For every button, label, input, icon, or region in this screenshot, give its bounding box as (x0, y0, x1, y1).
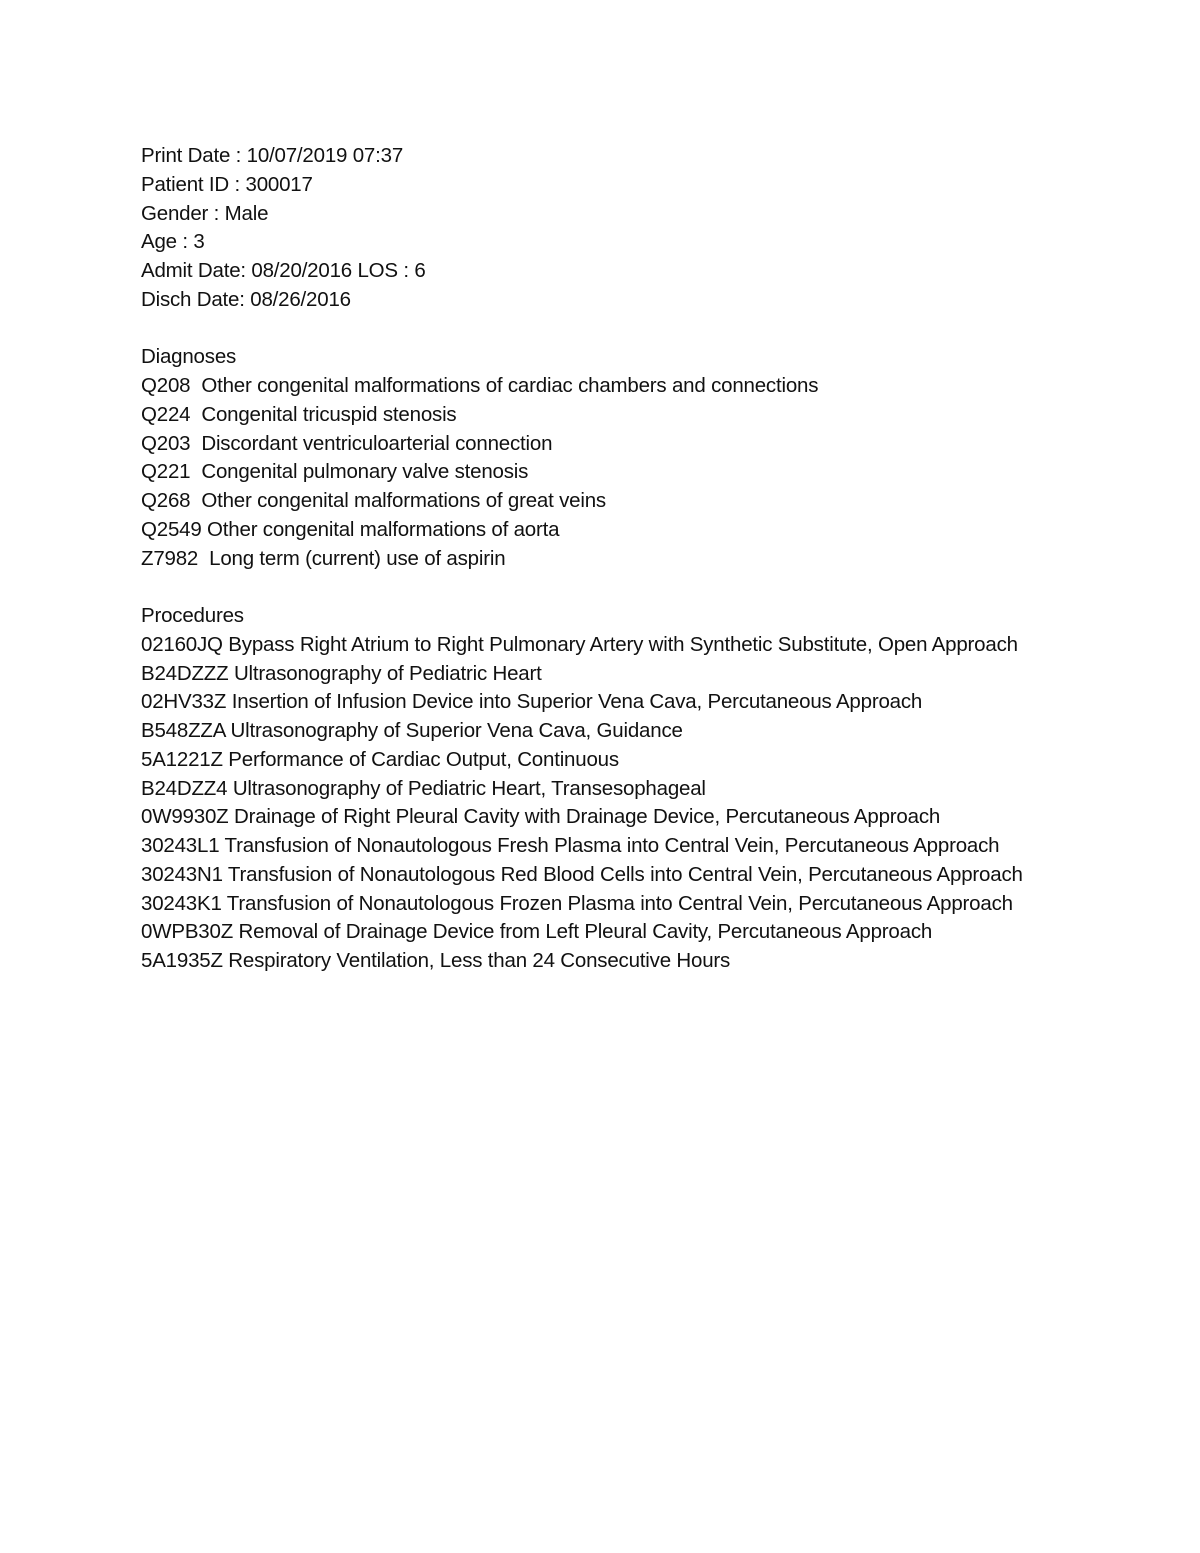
section-spacer (141, 573, 1081, 602)
procedures-heading: Procedures (141, 604, 244, 627)
procedure-item: 30243K1 Transfusion of Nonautologous Frozen Plasma into Central Vein, Percutaneous Approach (141, 891, 1013, 915)
patient-id: Patient ID : 300017 (141, 172, 313, 196)
procedure-item: 30243N1 Transfusion of Nonautologous Red Blood Cells into Central Vein, Percutaneous Approach (141, 862, 1023, 886)
disch-date: Disch Date: 08/26/2016 (141, 287, 351, 311)
diagnoses-list (141, 372, 1081, 573)
procedure-item: 02160JQ Bypass Right Atrium to Right Pulmonary Artery with Synthetic Substitute, Open Approach (141, 632, 1018, 656)
section-spacer (141, 315, 1081, 344)
diagnosis-item: Q221 Congenital pulmonary valve stenosis (141, 460, 529, 484)
diagnosis-item: Q2549 Other congenital malformations of aorta (141, 517, 560, 541)
report-page (141, 142, 1081, 976)
procedure-item: 30243L1 Transfusion of Nonautologous Fresh Plasma into Central Vein, Percutaneous Approach (141, 834, 1000, 857)
procedure-item: B24DZZ4 Ultrasonography of Pediatric Heart, Transesophageal (141, 776, 706, 800)
diagnosis-item: Q224 Congenital tricuspid stenosis (141, 402, 457, 426)
procedure-item: 5A1935Z Respiratory Ventilation, Less than 24 Consecutive Hours (141, 949, 731, 972)
diagnoses-heading: Diagnoses (141, 345, 237, 369)
gender: Gender : Male (141, 201, 269, 225)
procedure-item: B24DZZZ Ultrasonography of Pediatric Heart (141, 661, 542, 685)
procedure-item: B548ZZA Ultrasonography of Superior Vena Cava, Guidance (141, 719, 683, 742)
age: Age : 3 (141, 230, 205, 254)
diagnosis-item: Q203 Discordant ventriculoarterial connection (141, 431, 553, 455)
procedure-item: 5A1221Z Performance of Cardiac Output, Continuous (141, 747, 619, 771)
print-date: Print Date : 10/07/2019 07:37 (141, 144, 404, 167)
admit-date-los: Admit Date: 08/20/2016 LOS : 6 (141, 259, 426, 282)
procedures-list (141, 631, 1081, 976)
diagnosis-item: Z7982 Long term (current) use of aspirin (141, 546, 506, 570)
diagnosis-item: Q208 Other congenital malformations of cardiac chambers and connections (141, 374, 819, 397)
diagnosis-item: Q268 Other congenital malformations of great veins (141, 489, 606, 512)
procedure-item: 0WPB30Z Removal of Drainage Device from Left Pleural Cavity, Percutaneous Approach (141, 920, 933, 944)
procedure-item: 02HV33Z Insertion of Infusion Device into Superior Vena Cava, Percutaneous Approach (141, 690, 923, 714)
procedure-item: 0W9930Z Drainage of Right Pleural Cavity with Drainage Device, Percutaneous Approach (141, 805, 941, 829)
